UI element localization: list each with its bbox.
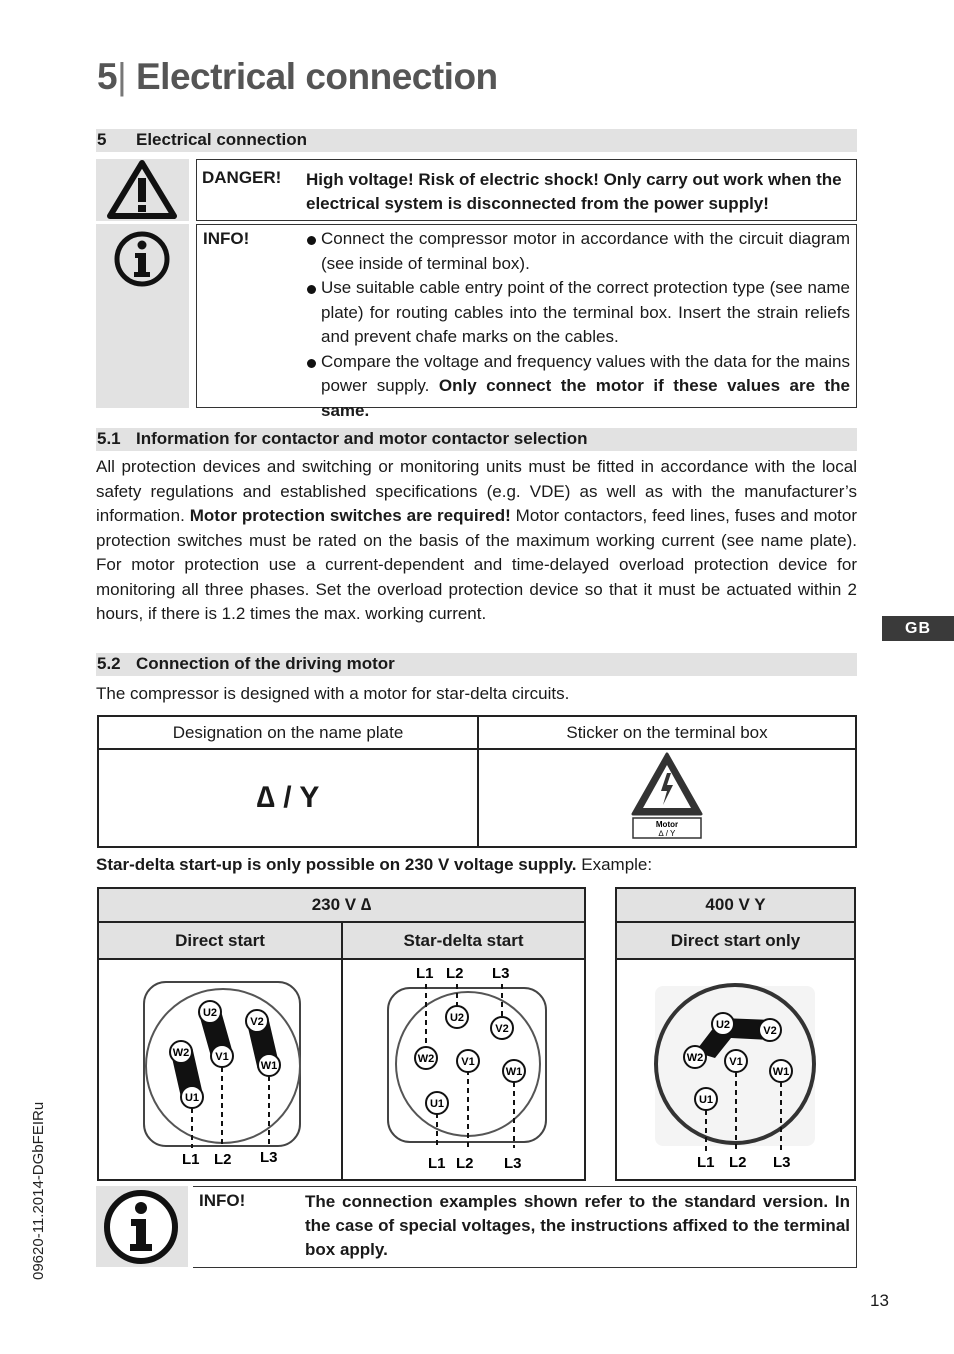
- line-label-l3: L3: [260, 1149, 278, 1166]
- info-bullet-1: Connect the compressor motor in accordance with the circuit diagram (see inside of terminal box).: [305, 227, 850, 276]
- section-5-2-intro: The compressor is designed with a motor for star-delta circuits.: [96, 684, 570, 703]
- danger-text: High voltage! Risk of electric shock! Only carry out work when the electrical system is disconnected from the power supply!: [306, 170, 842, 213]
- terminal-u2: U2: [202, 1007, 218, 1019]
- terminal-v2: V2: [250, 1016, 264, 1028]
- direct-start-only-diagram-cell: [616, 959, 855, 1180]
- terminal-v1: V1: [729, 1056, 743, 1068]
- language-tab: GB: [882, 616, 954, 641]
- terminal-u1: U1: [184, 1092, 200, 1104]
- terminal-w2: W2: [417, 1053, 434, 1065]
- terminal-w1: W1: [260, 1060, 278, 1072]
- terminal-v1: V1: [215, 1051, 229, 1063]
- line-label-l1: L1: [182, 1151, 200, 1168]
- terminal-v1: V1: [460, 1056, 475, 1068]
- danger-box: [196, 159, 857, 221]
- col-header-name-plate: Designation on the name plate: [98, 716, 478, 749]
- info-bullet-3: Compare the voltage and frequency values with the data for the mains power supply. Only connect the motor if these values are the same.: [305, 350, 850, 424]
- col-header-sticker: Sticker on the terminal box: [478, 716, 856, 749]
- info-icon-panel: [96, 1186, 188, 1267]
- terminal-u2: U2: [449, 1012, 464, 1024]
- terminal-w2: W2: [172, 1047, 190, 1059]
- terminal-u2: U2: [715, 1019, 731, 1031]
- terminal-u1: U1: [429, 1098, 444, 1110]
- terminal-v2: V2: [763, 1025, 777, 1037]
- col-header-direct-start-only: Direct start only: [616, 922, 855, 959]
- terminal-u1: U1: [698, 1094, 714, 1106]
- section-heading: 5 Electrical connection: [96, 129, 857, 152]
- high-voltage-sticker-icon: [629, 751, 705, 841]
- danger-label: DANGER!: [202, 168, 282, 187]
- group-header-400v: 400 V Y: [616, 888, 855, 922]
- line-label-l2: L2: [214, 1151, 232, 1168]
- col-header-star-delta-start: Star-delta start: [342, 922, 585, 959]
- terminal-v2: V2: [494, 1023, 509, 1035]
- info-icon: [113, 230, 171, 288]
- section-heading: 5.2 Connection of the driving motor: [96, 653, 857, 676]
- terminal-diagram-star-delta-start: [344, 960, 584, 1174]
- sticker-text-motor: Motor: [655, 819, 679, 829]
- warning-icon: [96, 159, 189, 221]
- sticker-text-symbol: ∆ / Y: [658, 828, 676, 838]
- terminal-w2: W2: [686, 1052, 704, 1064]
- terminal-w1: W1: [772, 1066, 790, 1078]
- wiring-table-230v: [97, 887, 586, 1181]
- group-header-230v: 230 V ∆: [98, 888, 585, 922]
- line-label-l3: L3: [503, 1155, 522, 1172]
- info-label: INFO!: [203, 229, 250, 248]
- document-code: 09620-11.2014-DGbFEIRu: [30, 1101, 47, 1280]
- wiring-table-400v: [615, 887, 856, 1181]
- line-label-l2: L2: [729, 1154, 747, 1171]
- line-label-l2: L2: [455, 1155, 474, 1172]
- line-label-l3: L3: [773, 1154, 791, 1171]
- star-delta-diagram-cell: [342, 959, 585, 1180]
- designation-table: [97, 715, 857, 848]
- info-label: INFO!: [199, 1191, 246, 1210]
- direct-start-diagram-cell: [98, 959, 342, 1180]
- section-heading: 5.1 Information for contactor and motor contactor selection: [96, 428, 857, 451]
- sticker-cell: [478, 749, 856, 847]
- info-box: [196, 224, 857, 420]
- info-2-text: The connection examples shown refer to the standard version. In the case of special voltages, the instructions affixed to the terminal box apply.: [305, 1192, 850, 1259]
- line-label-l3: L3: [491, 965, 510, 982]
- line-label-l1: L1: [415, 965, 434, 982]
- info-bullets: [305, 227, 850, 423]
- page-title: 5| Electrical connection: [97, 56, 498, 97]
- terminal-diagram-direct-start: [100, 960, 340, 1174]
- star-delta-note: Star-delta start-up is only possible on 230 V voltage supply. Example:: [96, 855, 653, 874]
- info-box-2: [193, 1186, 857, 1268]
- line-label-l1: L1: [697, 1154, 715, 1171]
- line-label-l1: L1: [427, 1155, 446, 1172]
- line-label-l2: L2: [445, 965, 464, 982]
- info-icon-panel: [96, 224, 189, 408]
- terminal-diagram-direct-start-only: [617, 960, 854, 1174]
- info-icon: [102, 1188, 180, 1266]
- star-delta-symbol: ∆ / Y: [98, 749, 478, 847]
- section-5-1-paragraph: All protection devices and switching or monitoring units must be fitted in accordance with the local safety regulations and established specifications (e.g. VDE) as well as with the manufacturer’s information. Motor protection switches are required! Motor contactors, feed lines, fuses and motor protection switches must be rated on the basis of the maximum working current (see name plate). For motor protection use a current-dependent and time-delayed overload protection device for monitoring all three phases. Set the overload protection device so that it must be actuated within 2 hours, if there is 1.2 times the max. working current.: [96, 457, 857, 623]
- terminal-w1: W1: [505, 1066, 522, 1078]
- page-number: 13: [870, 1291, 889, 1310]
- col-header-direct-start: Direct start: [98, 922, 342, 959]
- info-bullet-2: Use suitable cable entry point of the correct protection type (see name plate) for routing cables into the terminal box. Insert the strain reliefs and prevent chafe marks on the cables.: [305, 276, 850, 350]
